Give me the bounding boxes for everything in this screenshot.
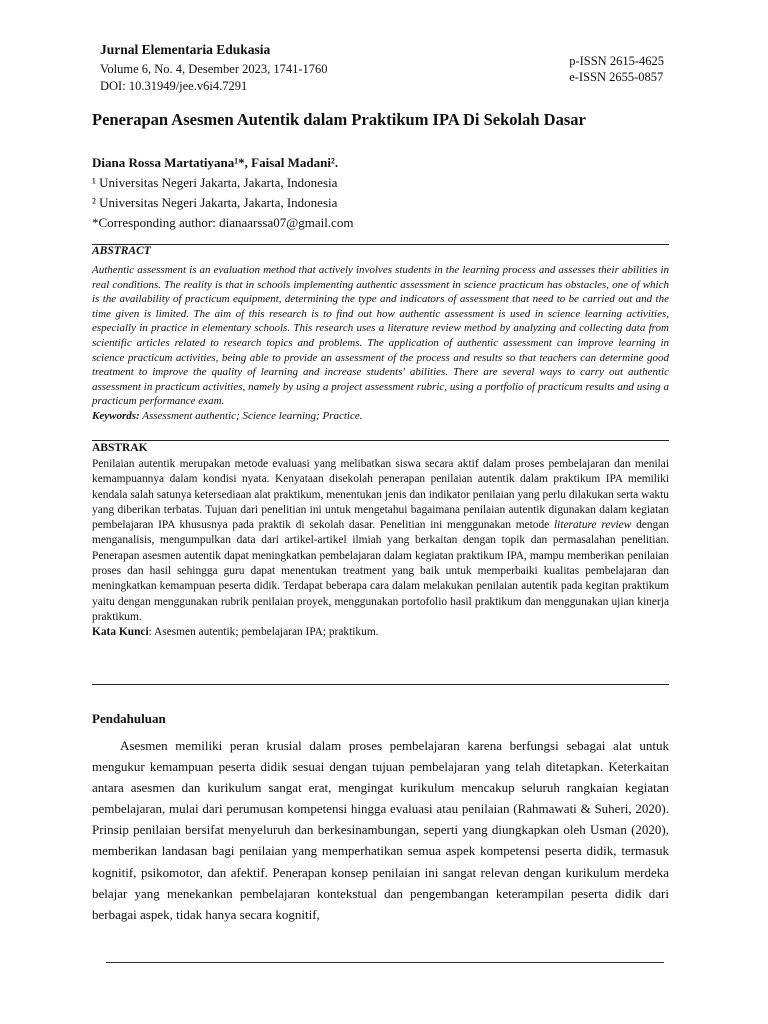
- electronic-issn: e-ISSN 2655-0857: [569, 70, 664, 84]
- body-paragraph: Asesmen memiliki peran krusial dalam proses pembelajaran karena berfungsi sebagai alat untuk mengukur kemampuan peserta didik sesuai dengan tujuan pembelajaran yang telah ditetapkan. Keterkaitan antara asesmen dan kurikulum sangat erat, mengingat kurikulum mencakup seluruh rangkaian kegiatan pembelajaran, mulai dari perumusan kompetensi hingga evaluasi atau penilaian (Rahmawati & Suheri, 2020). Prinsip penilaian bersifat menyeluruh dan berkesinambungan, seperti yang diungkapkan oleh Usman (2020), memberikan landasan bagi penilaian yang memperhatikan semua aspek kompetensi peserta didik, termasuk kognitif, psikomotor, dan afektif. Penerapan konsep penilaian ini sangat relevan dengan kurikulum merdeka belajar yang menekankan pembelajaran kontekstual dan pengembangan keterampilan peserta didik dari berbagai aspek, tidak hanya secara kognitif,: [92, 738, 669, 922]
- abstrak-body-b: dengan menganalisis, mengumpulkan data dari artikel-artikel ilmiah yang berkaitan dengan topik dan permasalahan penelitian. Penerapan asesmen autentik dapat meningkatkan pembelajaran dalam kegiatan praktikum IPA, mampu memberikan penilaian proses dan hasil sehingga guru dapat menentukan treatment yang baik untuk memperbaiki kualitas pembelajaran dan meningkatkan kemampuan peserta didik. Terdapat beberapa cara dalam melakukan penilaian autentik pada kegitan praktikum yaitu dengan menggunakan rubrik penilaian proyek, menggunakan portofolio hasil praktikum dan menggunakan ujian kinerja praktikum.: [92, 519, 669, 623]
- author-names: Diana Rossa Martatiyana¹*, Faisal Madani².: [92, 155, 339, 170]
- abstrak-bottom-divider: [92, 684, 669, 685]
- corresponding-author: *Corresponding author: dianaarssa07@gmail.com: [92, 215, 354, 230]
- abstrak-italic-term: literature review: [554, 519, 632, 532]
- abstrak-keywords: [92, 625, 669, 640]
- abstract-heading: ABSTRACT: [92, 245, 151, 257]
- abstract-keywords: [92, 409, 669, 424]
- footer-divider: [106, 962, 664, 963]
- affiliation-2: ² Universitas Negeri Jakarta, Jakarta, Indonesia: [92, 195, 338, 210]
- print-issn: p-ISSN 2615-4625: [569, 54, 664, 68]
- journal-name: Jurnal Elementaria Edukasia: [100, 42, 271, 57]
- keywords-label: Keywords:: [92, 409, 140, 422]
- abstract-body: Authentic assessment is an evaluation method that actively involves students in the learning process and assesses their abilities in real conditions. The reality is that in schools implementing authentic assessment in science practicum has obstacles, one of which is the availability of practicum equipment, determining the type and indicators of assessment that need to be carried out and the time given is limited. The aim of this research is to find out how authentic assessment is used in science learning activities, especially in practice in elementary schools. This research uses a literature review method by analyzing and collecting data from scientific articles related to research topics and problems. The application of authentic assessment can improve learning in science practicum activities, being able to provide an assessment of the process and results so that teachers can determine good treatment to improve the quality of learning and increase students' abilities. There are several ways to carry out authentic assessment in practicum activities, namely by using a project assessment rubric, using a portfolio of practicum results and using a practicum performance exam.: [92, 264, 669, 408]
- kata-kunci-value: : Asesmen autentik; pembelajaran IPA; praktikum.: [148, 626, 379, 639]
- section-heading: Pendahuluan: [92, 711, 166, 726]
- abstract-text: [92, 263, 669, 424]
- journal-volume: Volume 6, No. 4, Desember 2023, 1741-1760: [100, 62, 328, 76]
- journal-header: [100, 42, 668, 102]
- keywords-value: Assessment authentic; Science learning; Practice.: [142, 409, 363, 422]
- abstract-top-divider: [92, 244, 669, 245]
- kata-kunci-label: Kata Kunci: [92, 626, 149, 639]
- journal-doi[interactable]: DOI: 10.31949/jee.v6i4.7291: [100, 79, 248, 93]
- abstrak-divider: [92, 440, 669, 441]
- issn-block: [569, 53, 664, 85]
- author-block: [92, 153, 353, 233]
- affiliation-1: ¹ Universitas Negeri Jakarta, Jakarta, Indonesia: [92, 175, 338, 190]
- abstrak-heading: ABSTRAK: [92, 442, 148, 454]
- paper-title: Penerapan Asesmen Autentik dalam Praktikum IPA Di Sekolah Dasar: [92, 110, 586, 129]
- abstrak-text: [92, 457, 669, 641]
- abstrak-body-a: Penilaian autentik merupakan metode evaluasi yang melibatkan siswa secara aktif dalam proses pembelajaran dan menilai kemampuannya dalam kondisi nyata. Kenyataan disekolah penerapan penilaian autentik dalam praktikum IPA memiliki kendala salah satunya ketersediaan alat praktikum, menentukan jenis dan indikator penilaian yang perlu dilakukan serta waktu yang diberikan terbatas. Tujuan dari penelitian ini untuk mengetahui bagaimana penilaian autentik digunakan dalam kegiatan pembelajaran IPA khususnya pada praktik di sekolah dasar. Penelitian ini menggunakan metode: [92, 458, 669, 532]
